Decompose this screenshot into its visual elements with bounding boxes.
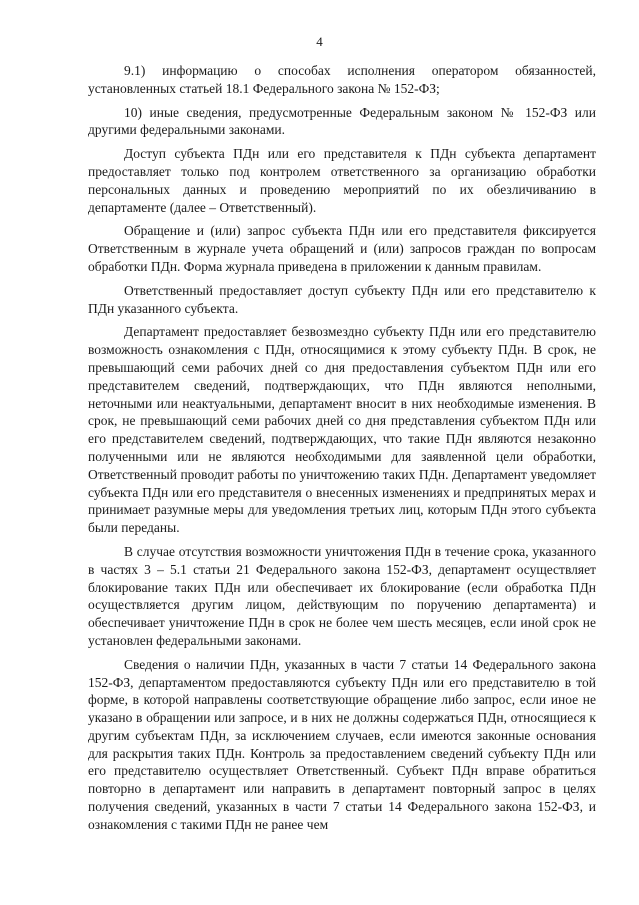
paragraph-item-10: 10) иные сведения, предусмотренные Федеральным законом № 152-ФЗ или другими федеральными законами. xyxy=(88,104,596,138)
document-body xyxy=(88,62,596,840)
paragraph-request-registration: Обращение и (или) запрос субъекта ПДн или его представителя фиксируется Ответственным в журнале учета обращений и (или) запросов граждан по вопросам обработки ПДн. Форма журнала приведена в приложении к данным правилам. xyxy=(88,223,596,274)
paragraph-item-9-1: 9.1) информацию о способах исполнения оператором обязанностей, установленных статьей 18.1 Федерального закона № 152-ФЗ; xyxy=(88,63,596,96)
page-number: 4 xyxy=(316,34,323,49)
paragraph-information-provision: Сведения о наличии ПДн, указанных в части 7 статьи 14 Федерального закона 152-ФЗ, департаментом предоставляются субъекту ПДн или его представителю в той форме, в которой направлены соответствующие обращение либо запрос, если иное не указано в обращении или запросе, и в них не должны содержаться ПДн, относящиеся к другим субъектам ПДн, за исключением случаев, если имеются законные основания для раскрытия таких ПДн. Контроль за предоставлением сведений субъекту ПДн или его представителю осуществляет Ответственный. Субъект ПДн вправе обратиться повторно в департамент или направить в департамент повторный запрос в целях получения сведений, указанных в части 7 статьи 14 Федерального закона 152-ФЗ, и ознакомления с такими ПДн не ранее чем xyxy=(88,656,596,832)
paragraph-free-access: Департамент предоставляет безвозмездно субъекту ПДн или его представителю возможность ознакомления с ПДн, относящимися к этому субъекту ПДн. В срок, не превышающий семи рабочих дней со дня предоставления субъектом ПДн или его представителем сведений, подтверждающих, что ПДн являются неполными, неточными или неактуальными, департамент вносит в них необходимые изменения. В срок, не превышающий семи рабочих дней со дня представления субъектом ПДн или его представителем сведений, подтверждающих, что такие ПДн являются незаконно полученными или не являются необходимыми для заявленной цели обработки, Ответственный проводит работы по уничтожению таких ПДн. Департамент уведомляет субъекта ПДн или его представителя о внесенных изменениях и предпринятых мерах и принимает разумные меры для уведомления третьих лиц, которым ПДн этого субъекта были переданы. xyxy=(88,324,596,536)
paragraph-blocking: В случае отсутствия возможности уничтожения ПДн в течение срока, указанного в частях 3 – 5.1 статьи 21 Федерального закона 152-ФЗ, департамент осуществляет блокирование таких ПДн или обеспечивает их блокирование (если обработка ПДн осуществляется другим лицом, действующим по поручению департамента) и обеспечивает уничтожение ПДн в срок не более чем шесть месяцев, если иной срок не установлен федеральными законами. xyxy=(88,543,596,648)
paragraph-access: Доступ субъекта ПДн или его представителя к ПДн субъекта департамент предоставляет только под контролем ответственного за организацию обработки персональных данных и проведению мероприятий по их обезличиванию в департаменте (далее – Ответственный). xyxy=(88,146,596,215)
paragraph-access-provision: Ответственный предоставляет доступ субъекту ПДн или его представителю к ПДн указанного субъекта. xyxy=(88,282,596,316)
